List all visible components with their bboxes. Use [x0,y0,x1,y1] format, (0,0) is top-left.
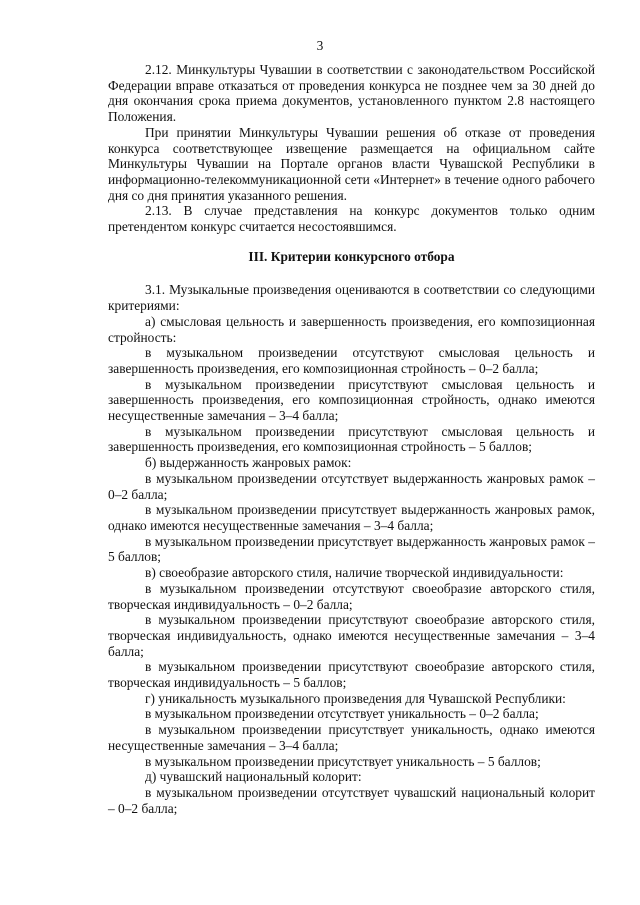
criterion-a: а) смысловая цельность и завершенность произведения, его композиционная стройность: [108,313,595,345]
criterion-g-score-mid: в музыкальном произведении присутствует уникальность, однако имеются несущественные замечания – 3–4 балла; [108,722,595,753]
paragraph-2-12: 2.12. Минкультуры Чувашии в соответствии с законодательством Российской Федерации вправе отказаться от проведения конкурса не позднее чем за 30 дней до дня окончания срока приема документов, установленного пунктом 2.8 настоящего Положения. [108,62,595,125]
criterion-d: д) чувашский национальный колорит: [145,769,362,785]
criterion-b-score-low: в музыкальном произведении отсутствует выдержанность жанровых рамок – 0–2 балла; [108,470,595,502]
document-body [108,62,595,816]
criterion-a-score-low: в музыкальном произведении отсутствуют смысловая цельность и завершенность произведения, его композиционная стройность – 0–2 балла; [108,345,595,376]
criterion-v: в) своеобразие авторского стиля, наличие творческой индивидуальности: [145,565,564,581]
page-number: 3 [316,38,324,53]
criterion-a-score-high: в музыкальном произведении присутствуют смысловая цельность и завершенность произведения, его композиционная стройность – 5 баллов; [108,423,595,455]
criterion-b: б) выдержанность жанровых рамок: [145,455,352,471]
paragraph-3-1: 3.1. Музыкальные произведения оцениваются в соответствии со следующими критериями: [108,282,595,314]
criterion-a-score-mid: в музыкальном произведении присутствуют смысловая цельность и завершенность произведения, его композиционная стройность, однако имеются несущественные замечания – 3–4 балла; [108,376,595,424]
criterion-g-score-low: в музыкальном произведении отсутствует уникальность – 0–2 балла; [145,706,539,722]
criterion-d-score-low: в музыкальном произведении отсутствует чувашский национальный колорит – 0–2 балла; [108,784,595,816]
criterion-g: г) уникальность музыкального произведения для Чувашской Республики: [145,690,566,706]
criterion-v-score-high: в музыкальном произведении присутствуют своеобразие авторского стиля, творческая индивидуальность – 5 баллов; [108,659,595,691]
criterion-b-score-high: в музыкальном произведении присутствует выдержанность жанровых рамок – 5 баллов; [108,533,595,565]
criterion-g-score-high: в музыкальном произведении присутствует уникальность – 5 баллов; [145,753,541,769]
section-heading: III. Критерии конкурсного отбора [248,248,455,264]
criterion-b-score-mid: в музыкальном произведении присутствует выдержанность жанровых рамок, однако имеются несущественные замечания – 3–4 балла; [108,502,595,533]
criterion-v-score-mid: в музыкальном произведении присутствуют своеобразие авторского стиля, творческая индивидуальность, однако имеются несущественные замечания – 3–4 балла; [108,612,595,659]
paragraph-refusal-notice: При принятии Минкультуры Чувашии решения об отказе от проведения конкурса соответствующее извещение размещается на официальном сайте Минкультуры Чувашии на Портале органов власти Чувашской Республики в информационно-телекоммуникационной сети «Интернет» в течение одного рабочего дня со дня принятия указанного решения. [108,124,595,203]
criterion-v-score-low: в музыкальном произведении отсутствуют своеобразие авторского стиля, творческая индивидуальность – 0–2 балла; [108,580,595,612]
paragraph-2-13: 2.13. В случае представления на конкурс документов только одним претендентом конкурс считается несостоявшимся. [108,203,595,235]
